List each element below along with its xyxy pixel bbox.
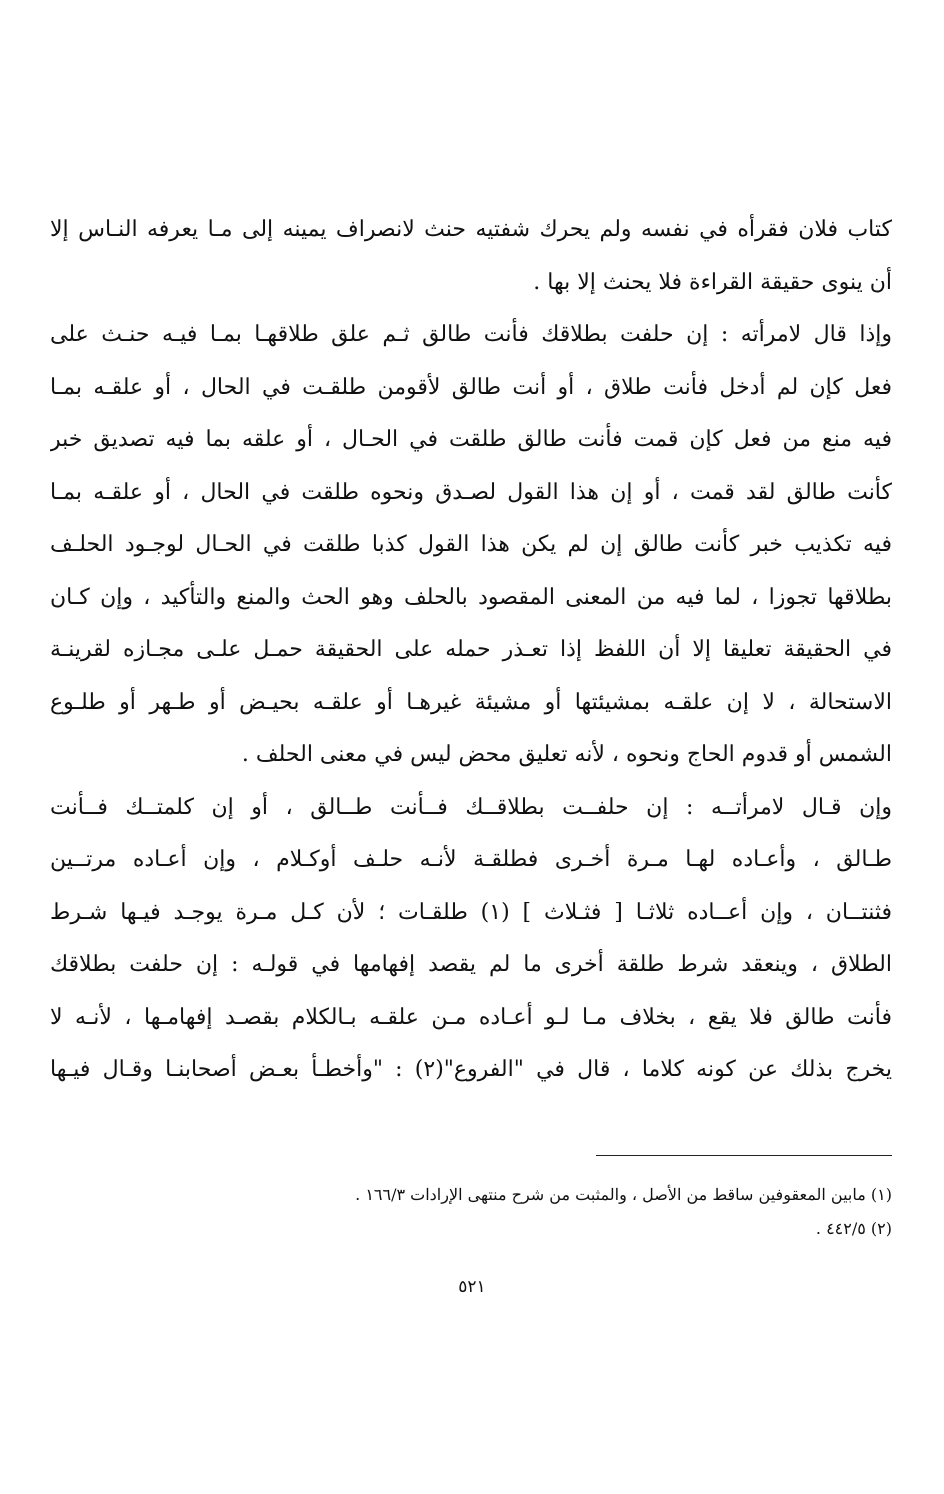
text-line: كأنت طالق لقد قمت ، أو إن هذا القول لصـدق ونحوه طلقت في الحال ، أو علقـه بمـا	[50, 479, 892, 505]
footnotes	[50, 1178, 892, 1246]
text-line: أن ينوى حقيقة القراءة فلا يحنث إلا بها .	[533, 269, 892, 295]
text-line: في الحقيقة تعليقا إلا أن اللفظ إذا تعـذر حمله على الحقيقة حمـل علـى مجـازه لقرينـة	[50, 637, 892, 662]
text-line: الاستحالة ، لا إن علقـه بمشيئتها أو مشيئة غيرهـا أو علقـه بحيـض أو طـهر أو طلـوع	[50, 689, 892, 715]
text-line: الطلاق ، وينعقد شرط طلقة أخرى ما لم يقصد إفهامها في قولـه : إن حلفت بطلاقك	[50, 952, 892, 977]
footnote: (١) مابين المعقوفين ساقط من الأصل ، والمثبت من شرح منتهى الإرادات ١٦٦/٣ .	[355, 1185, 892, 1204]
text-line: فأنت طالق فلا يقع ، بخلاف مـا لـو أعـاده مـن علقـه بـالكلام بقصـد إفهامـها ، لأنـه لا	[50, 1004, 892, 1030]
text-line: فعل كإن لم أدخل فأنت طلاق ، أو أنت طالق لأقومن طلقـت في الحال ، أو علقـه بمـا	[50, 374, 892, 400]
text-line: طـالق ، وأعـاده لهـا مـرة أخـرى فطلقـة لأنـه حلـف أوكـلام ، وإن أعـاده مرتــين	[50, 847, 892, 872]
text-line: فيه منع من فعل كإن قمت فأنت طالق طلقت في الحـال ، أو علقه بما فيه تصديق خبر	[50, 427, 892, 452]
text-line: كتاب فلان فقرأه في نفسه ولم يحرك شفتيه حنث لانصراف يمينه إلى مـا يعرفه النـاس إلا	[50, 217, 892, 242]
text-line: وإذا قال لامرأته : إن حلفت بطلاقك فأنت طالق ثـم علق طلاقهـا بمـا فيـه حنـث على	[50, 322, 892, 347]
text-line: بطلاقها تجوزا ، لما فيه من المعنى المقصود بالحلف وهو الحث والمنع والتأكيد ، وإن كـان	[50, 584, 892, 610]
footnote: (٢) ٤٤٢/٥ .	[815, 1219, 892, 1238]
page-number: ٥٢١	[458, 1277, 486, 1297]
text-line: فثنتــان ، وإن أعــاده ثلاثـا [ فثـلاث ] (١) طلقـات ؛ لأن كـل مـرة يوجـد فيـها شـرط	[50, 899, 892, 925]
footnote-divider	[596, 1155, 892, 1156]
body-text	[50, 204, 892, 1097]
text-line: الشمس أو قدوم الحاج ونحوه ، لأنه تعليق محض ليس في معنى الحلف .	[241, 742, 892, 767]
text-line: وإن قـال لامرأتــه : إن حلفــت بطلاقــك فــأنت طــالق ، أو إن كلمتــك فــأنت	[50, 794, 892, 820]
text-line: فيه تكذيب خبر كأنت طالق إن لم يكن هذا القول كذبا طلقت في الحـال لوجـود الحلـف	[50, 532, 892, 557]
text-line: يخرج بذلك عن كونه كلاما ، قال في "الفروع"(٢) : "وأخطـأ بعـض أصحابنـا وقـال فيـها	[50, 1057, 892, 1082]
